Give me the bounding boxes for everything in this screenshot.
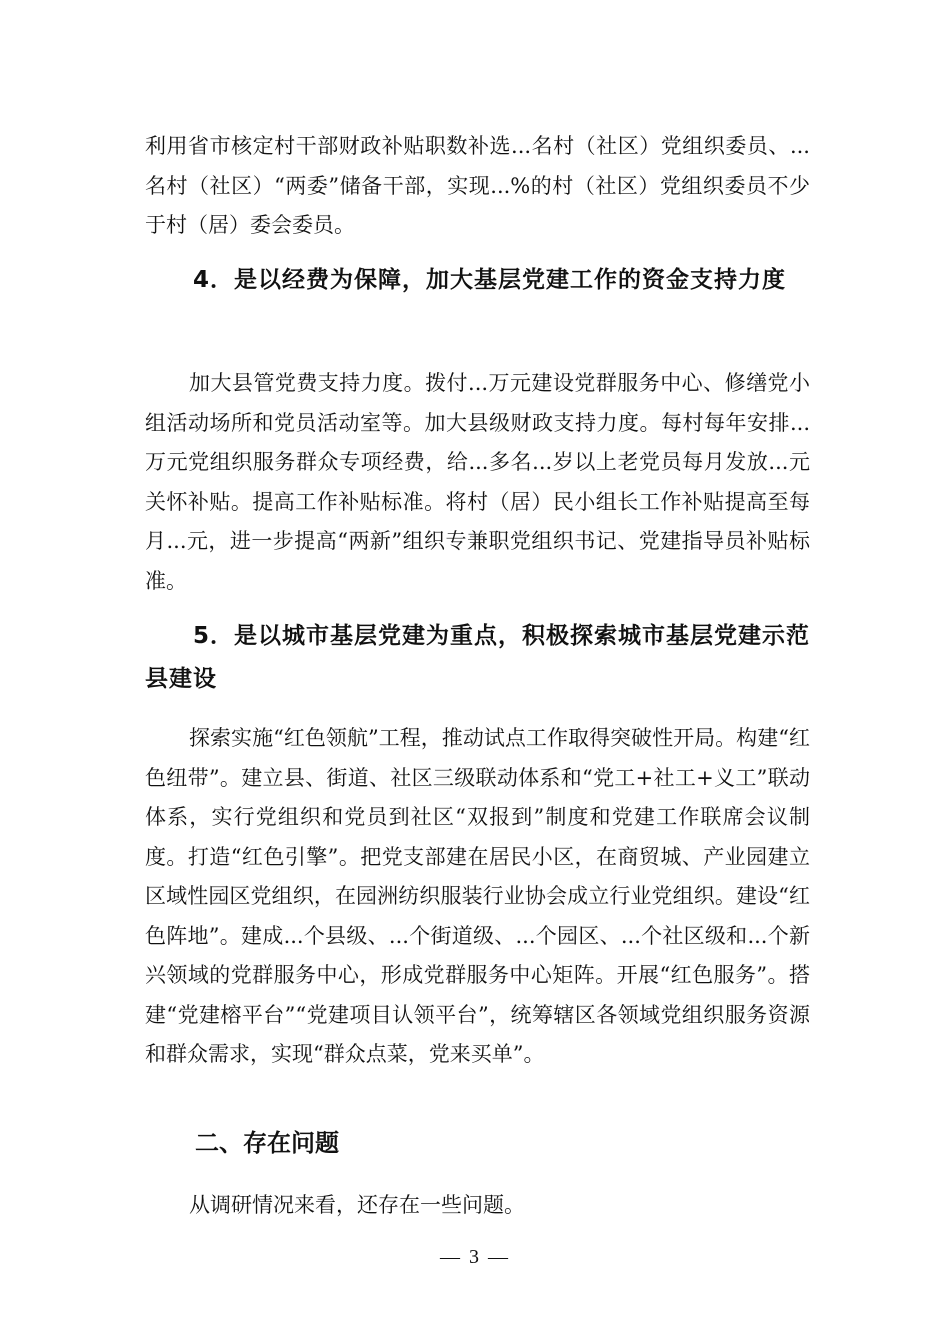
paragraph-4-block	[145, 364, 810, 601]
page-number: — 3 —	[440, 1246, 510, 1268]
section-title: 二、存在问题	[195, 1129, 339, 1157]
heading-5-block	[145, 615, 810, 701]
paragraph-continued-block	[145, 127, 810, 246]
paragraph-5-block	[145, 719, 810, 1075]
section-heading-4: 4．是以经费为保障，加大基层党建工作的资金支持力度	[193, 267, 787, 293]
paragraph-4: 加大县管党费支持力度。拨付...万元建设党群服务中心、修缮党小组活动场所和党员活动室等。加大县级财政支持力度。每村每年安排...万元党组织服务群众专项经费，给...多名...岁以上老党员每月发放...元关怀补贴。提高工作补贴标准。将村（居）民小组长工作补贴提高至每月...元，进一步提高“两新”组织专兼职党组织书记、党建指导员补贴标准。	[145, 371, 810, 593]
paragraph-6: 从调研情况来看，还存在一些问题。	[189, 1193, 525, 1217]
paragraph-continued: 利用省市核定村干部财政补贴职数补选...名村（社区）党组织委员、...名村（社区）“两委”储备干部，实现...%的村（社区）党组织委员不少于村（居）委会委员。	[145, 134, 810, 237]
heading-4-block	[145, 259, 810, 302]
paragraph-6-block	[145, 1186, 810, 1226]
section-title-block	[145, 1125, 810, 1161]
paragraph-5: 探索实施“红色领航”工程，推动试点工作取得突破性开局。构建“红色纽带”。建立县、街道、社区三级联动体系和“党工+社工+义工”联动体系，实行党组织和党员到社区“双报到”制度和党建工作联席会议制度。打造“红色引擎”。把党支部建在居民小区，在商贸城、产业园建立区域性园区党组织，在园洲纺织服装行业协会成立行业党组织。建设“红色阵地”。建成...个县级、...个街道级、...个园区、...个社区级和...个新兴领域的党群服务中心，形成党群服务中心矩阵。开展“红色服务”。搭建“党建榕平台”“党建项目认领平台”，统筹辖区各领域党组织服务资源和群众需求，实现“群众点菜，党来买单”。	[145, 726, 810, 1066]
section-heading-5: 5．是以城市基层党建为重点，积极探索城市基层党建示范县建设	[145, 623, 811, 692]
